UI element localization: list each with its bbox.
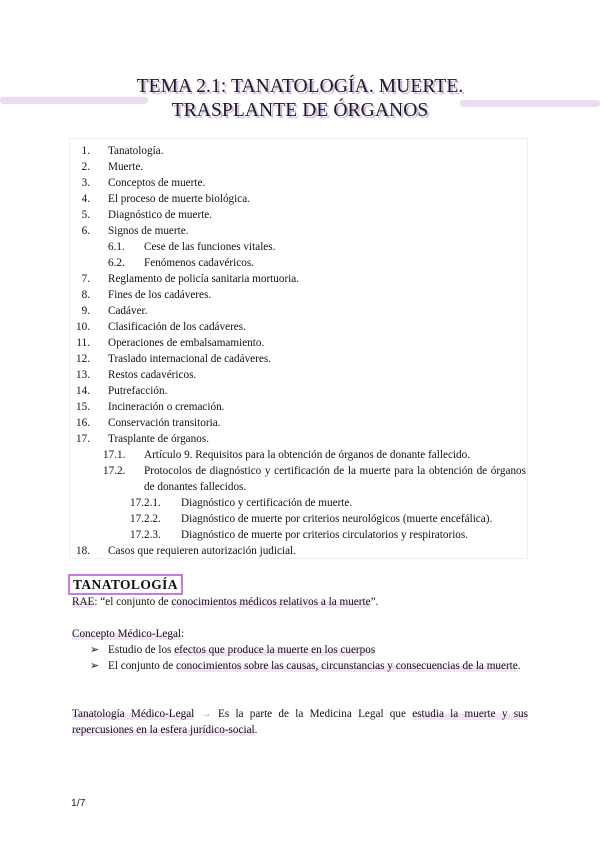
toc-number: 17.2. bbox=[103, 465, 126, 477]
toc-text: Diagnóstico de muerte. bbox=[108, 209, 213, 221]
rae-end: ”. bbox=[370, 596, 379, 608]
toc-number: 1. bbox=[81, 145, 90, 157]
toc-text: Diagnóstico de muerte por criterios circulatorios y respiratorios. bbox=[181, 529, 469, 541]
toc-text: Reglamento de policía sanitaria mortuoria. bbox=[108, 273, 300, 285]
bullet-text: Estudio de los bbox=[108, 644, 175, 656]
toc-text: Signos de muerte. bbox=[108, 225, 189, 237]
tml-end: . bbox=[254, 724, 258, 736]
toc-number: 17.2.3. bbox=[130, 529, 161, 541]
toc-text: Traslado internacional de cadáveres. bbox=[108, 353, 271, 365]
toc-number: 12. bbox=[76, 353, 90, 365]
toc-number: 17.1. bbox=[103, 449, 126, 461]
bullet-highlight: conocimientos sobre las causas, circunstancias y consecuencias de la muerte bbox=[176, 660, 518, 672]
concept-colon: : bbox=[181, 628, 185, 640]
toc-text: Diagnóstico y certificación de muerte. bbox=[181, 497, 353, 509]
toc-text: Diagnóstico de muerte por criterios neurológicos (muerte encefálica). bbox=[181, 513, 493, 525]
toc-text: Operaciones de embalsamamiento. bbox=[108, 337, 265, 349]
toc-number: 10. bbox=[76, 321, 90, 333]
tml-highlight: estudia la muerte y sus repercusiones en la esfera jurídico-social bbox=[72, 708, 529, 736]
toc-number: 17.2.2. bbox=[130, 513, 161, 525]
toc-text: El proceso de muerte biológica. bbox=[108, 193, 250, 205]
tml-text: Es la parte de la Medicina Legal que bbox=[211, 708, 413, 720]
toc-text: Clasificación de los cadáveres. bbox=[108, 321, 246, 333]
concept-label: Concepto Médico-Legal bbox=[72, 628, 182, 640]
toc-number: 13. bbox=[76, 369, 90, 381]
toc-number: 6. bbox=[81, 225, 90, 237]
bullet-item bbox=[108, 642, 375, 658]
toc-text: Conservación transitoria. bbox=[108, 417, 221, 429]
toc-text: Tanatología. bbox=[108, 145, 164, 157]
toc-number: 18. bbox=[76, 545, 90, 557]
title-line-2: TRASPLANTE DE ÓRGANOS bbox=[171, 100, 429, 121]
toc-number: 7. bbox=[81, 273, 90, 285]
toc-text: Fines de los cadáveres. bbox=[108, 289, 212, 301]
toc-number: 11. bbox=[76, 337, 90, 349]
toc-number: 5. bbox=[81, 209, 90, 221]
rae-highlight: conocimientos médicos relativos a la muerte bbox=[171, 596, 371, 608]
toc-number: 3. bbox=[81, 177, 90, 189]
section-heading: TANATOLOGÍA bbox=[68, 574, 183, 595]
rae-label: RAE bbox=[72, 596, 95, 608]
toc-text: Muerte. bbox=[108, 161, 144, 173]
toc-number: 14. bbox=[76, 385, 90, 397]
toc-text: Putrefacción. bbox=[108, 385, 168, 397]
toc-text: Conceptos de muerte. bbox=[108, 177, 206, 189]
concept-heading bbox=[72, 626, 184, 642]
bullet-highlight: efectos que produce la muerte en los cuerpos bbox=[174, 644, 376, 656]
toc-number: 6.2. bbox=[108, 257, 125, 269]
toc-number: 16. bbox=[76, 417, 90, 429]
bullet-arrow-icon: ➢ bbox=[90, 644, 100, 656]
rae-text: : “el conjunto de bbox=[94, 596, 172, 608]
bullet-text: El conjunto de bbox=[108, 660, 177, 672]
bullet-end: . bbox=[517, 660, 521, 672]
medico-legal-paragraph bbox=[72, 706, 528, 738]
toc-number: 17.2.1. bbox=[130, 497, 161, 509]
toc-number: 17. bbox=[76, 433, 90, 445]
toc-text: Casos que requieren autorización judicial. bbox=[108, 545, 296, 557]
toc-text: Protocolos de diagnóstico y certificación de la muerte para la obtención de órganos de donantes fallecidos. bbox=[144, 465, 526, 493]
toc-number: 4. bbox=[81, 193, 90, 205]
bullet-item bbox=[108, 658, 528, 674]
toc-text: Fenómenos cadavéricos. bbox=[144, 257, 254, 269]
toc-text: Cadáver. bbox=[108, 305, 148, 317]
toc-text: Restos cadavéricos. bbox=[108, 369, 197, 381]
page-number: 1/7 bbox=[71, 797, 86, 809]
toc-text: Artículo 9. Requisitos para la obtención de órganos de donante fallecido. bbox=[144, 449, 471, 461]
right-arrow-icon: → bbox=[200, 708, 212, 720]
page-title bbox=[0, 75, 600, 123]
toc-text: Cese de las funciones vitales. bbox=[144, 241, 276, 253]
toc-text: Incineración o cremación. bbox=[108, 401, 225, 413]
toc-number: 15. bbox=[76, 401, 90, 413]
toc-text: Trasplante de órganos. bbox=[108, 433, 209, 445]
title-line-1: TEMA 2.1: TANATOLOGÍA. MUERTE. bbox=[136, 76, 464, 97]
toc-number: 2. bbox=[81, 161, 90, 173]
rae-definition bbox=[72, 594, 378, 610]
tml-label: Tanatología Médico-Legal bbox=[72, 708, 195, 720]
toc-number: 6.1. bbox=[108, 241, 125, 253]
toc-number: 9. bbox=[81, 305, 90, 317]
toc-number: 8. bbox=[81, 289, 90, 301]
bullet-arrow-icon: ➢ bbox=[90, 660, 100, 672]
